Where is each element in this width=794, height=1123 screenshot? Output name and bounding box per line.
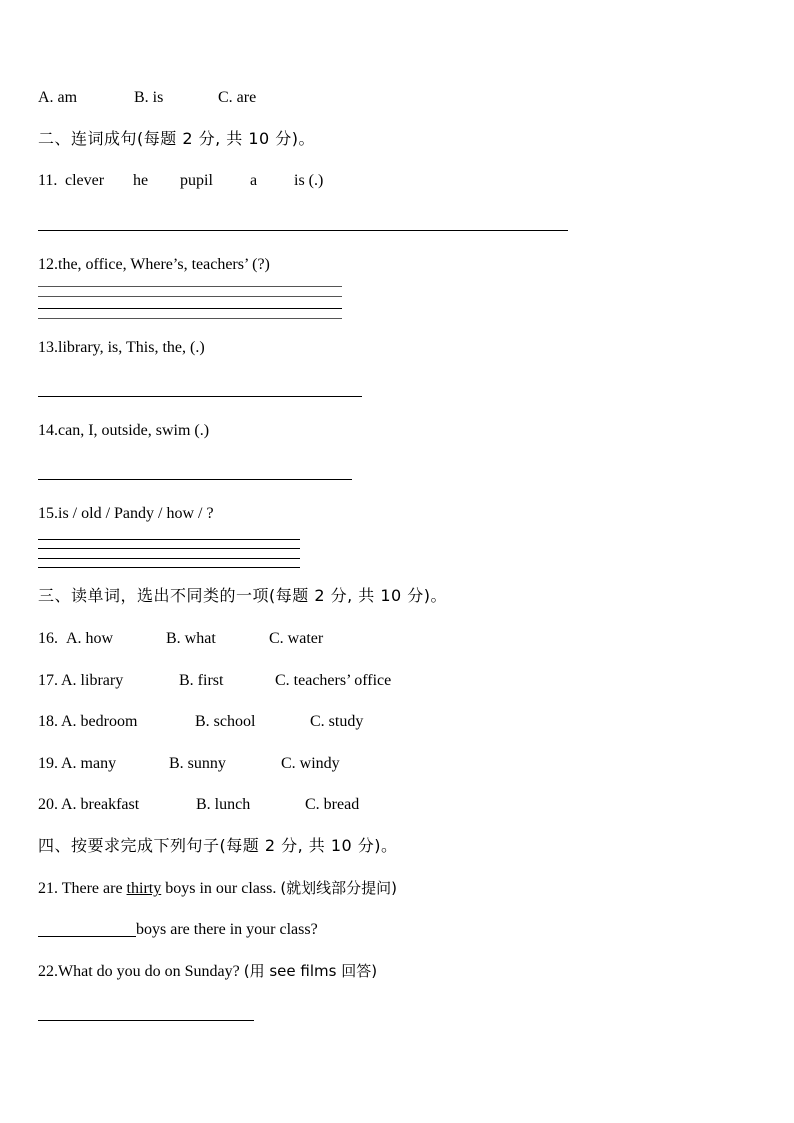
q22-answer-line[interactable] xyxy=(38,1020,254,1021)
q11-word: clever xyxy=(65,172,105,189)
q15-prompt: 15.is / old / Pandy / how / ? xyxy=(38,505,214,522)
q13-answer-line[interactable] xyxy=(38,396,362,397)
q19-option-b: B. sunny xyxy=(169,755,226,772)
q10-option-b: B. is xyxy=(134,89,164,106)
q11-word: is (.) xyxy=(294,172,324,189)
q18-option-a: A. bedroom xyxy=(61,713,138,730)
q21-num: 21. xyxy=(38,880,58,897)
q20-option-a: A. breakfast xyxy=(61,796,140,813)
q10-option-c: C. are xyxy=(218,89,257,106)
q11-answer-line[interactable] xyxy=(38,230,568,231)
q14-answer-line[interactable] xyxy=(38,479,352,480)
q18-line xyxy=(38,712,364,732)
q16-option-c: C. water xyxy=(269,630,324,647)
q19-line xyxy=(38,754,340,774)
q20-option-b: B. lunch xyxy=(196,796,251,813)
q21-instruction: (就划线部分提问) xyxy=(280,879,398,897)
q15-answer-line[interactable] xyxy=(38,558,300,559)
q14-prompt: 14.can, I, outside, swim (.) xyxy=(38,422,210,439)
q19-option-a: A. many xyxy=(61,755,117,772)
q20-line xyxy=(38,795,360,815)
q11-line xyxy=(38,171,398,191)
q17-option-b: B. first xyxy=(179,672,224,689)
q19-num: 19. xyxy=(38,755,58,772)
q12-answer-line[interactable] xyxy=(38,308,342,309)
q22-text: 22.What do you do on Sunday? xyxy=(38,963,244,980)
q16-line xyxy=(38,629,324,649)
section2-title: 二、连词成句(每题 2 分, 共 10 分)。 xyxy=(38,129,316,148)
section3-title: 三、读单词，选出不同类的一项(每题 2 分, 共 10 分)。 xyxy=(38,586,448,605)
q20-num: 20. xyxy=(38,796,58,813)
q21-text: There are xyxy=(58,880,127,897)
q17-option-a: A. library xyxy=(61,672,124,689)
q20-option-c: C. bread xyxy=(305,796,360,813)
q16-num: 16. xyxy=(38,630,58,647)
q12-answer-line[interactable] xyxy=(38,286,342,287)
q18-option-c: C. study xyxy=(310,713,364,730)
q11-word: pupil xyxy=(180,172,213,189)
q21-prompt xyxy=(38,878,397,899)
q17-line xyxy=(38,671,392,691)
q16-option-a: A. how xyxy=(66,630,114,647)
section4-title: 四、按要求完成下列句子(每题 2 分, 共 10 分)。 xyxy=(38,836,398,855)
q18-num: 18. xyxy=(38,713,58,730)
q18-option-b: B. school xyxy=(195,713,256,730)
q21-text: boys in our class. xyxy=(161,880,281,897)
q11-num: 11. xyxy=(38,172,58,189)
q21-answer-text: boys are there in your class? xyxy=(136,921,318,938)
q21-answer-line xyxy=(38,920,318,940)
q11-word: a xyxy=(250,172,258,189)
q21-underlined-word: thirty xyxy=(126,880,162,897)
q22-prompt xyxy=(38,961,377,982)
q22-instruction: (用 see films 回答) xyxy=(243,962,378,980)
q10-option-a: A. am xyxy=(38,89,78,106)
q19-option-c: C. windy xyxy=(281,755,340,772)
q17-num: 17. xyxy=(38,672,58,689)
q21-answer-blank[interactable] xyxy=(38,920,136,937)
q15-answer-line[interactable] xyxy=(38,548,300,549)
q12-answer-line[interactable] xyxy=(38,296,342,297)
q17-option-c: C. teachers’ office xyxy=(275,672,392,689)
q16-option-b: B. what xyxy=(166,630,216,647)
q15-answer-line[interactable] xyxy=(38,567,300,568)
q12-prompt: 12.the, office, Where’s, teachers’ (?) xyxy=(38,256,270,273)
q10-options xyxy=(38,88,257,108)
q13-prompt: 13.library, is, This, the, (.) xyxy=(38,339,205,356)
q12-answer-line[interactable] xyxy=(38,318,342,319)
q11-word: he xyxy=(133,172,149,189)
q15-answer-line[interactable] xyxy=(38,539,300,540)
